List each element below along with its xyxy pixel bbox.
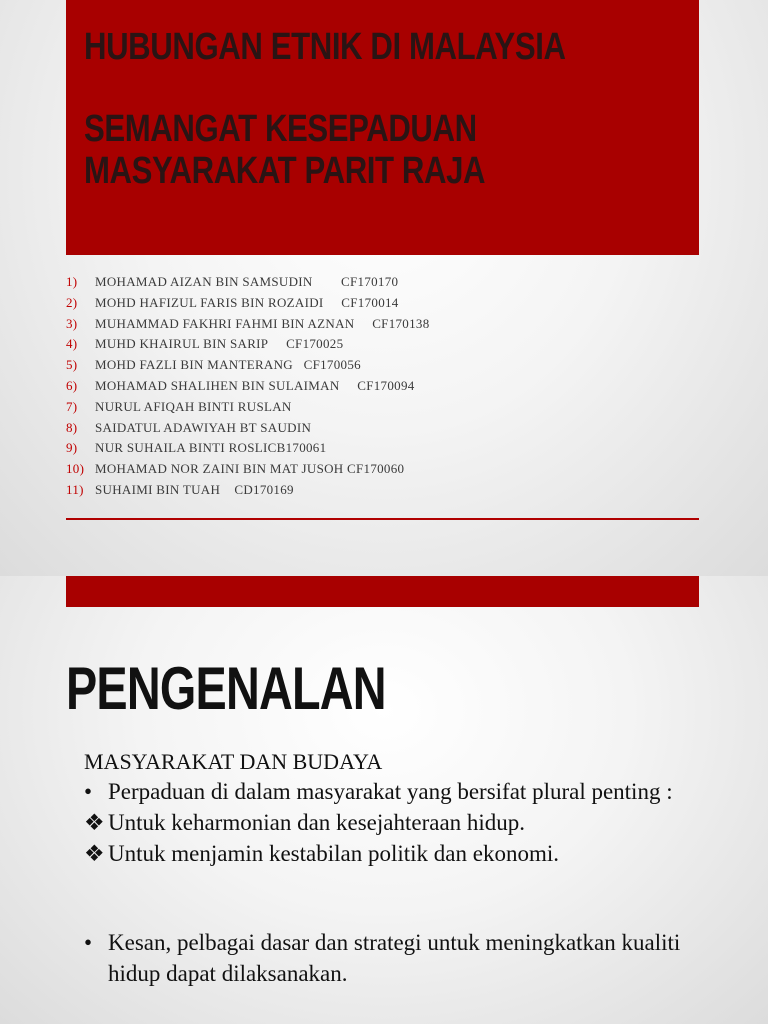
list-number: 9) bbox=[66, 440, 78, 456]
member-list bbox=[66, 272, 430, 501]
bullet-text: Perpaduan di dalam masyarakat yang bersifat plural penting : bbox=[108, 779, 673, 804]
slide-body bbox=[84, 748, 694, 989]
diamond-bullet-icon: ❖ bbox=[84, 841, 105, 866]
sub-bullet-text: Untuk menjamin kestabilan politik dan ekonomi. bbox=[108, 841, 559, 866]
red-divider bbox=[66, 518, 699, 520]
sub-bullet-text: Untuk keharmonian dan kesejahteraan hidup. bbox=[108, 810, 526, 835]
section-heading: PENGENALAN bbox=[66, 655, 386, 722]
list-number: 6) bbox=[66, 377, 78, 393]
bullet-icon: • bbox=[84, 779, 93, 804]
intro-slide bbox=[0, 576, 768, 1024]
title-line-sub-2: MASYARAKAT PARIT RAJA bbox=[84, 150, 486, 192]
list-item bbox=[66, 355, 430, 376]
list-item bbox=[66, 459, 430, 480]
diamond-bullet-icon: ❖ bbox=[84, 810, 105, 835]
list-number: 7) bbox=[66, 398, 78, 414]
list-item bbox=[66, 397, 430, 418]
top-red-band bbox=[66, 576, 699, 607]
member-entry: SAIDATUL ADAWIYAH BT SAUDIN bbox=[95, 419, 312, 435]
member-entry: NUR SUHAILA BINTI ROSLICB170061 bbox=[95, 440, 327, 456]
list-item bbox=[66, 334, 430, 355]
member-entry: NURUL AFIQAH BINTI RUSLAN bbox=[95, 398, 292, 414]
subheading: MASYARAKAT DAN BUDAYA bbox=[84, 749, 383, 774]
list-number: 5) bbox=[66, 357, 78, 373]
member-entry: SUHAIMI BIN TUAH CD170169 bbox=[95, 481, 294, 497]
member-entry: MUHD KHAIRUL BIN SARIP CF170025 bbox=[95, 336, 344, 352]
list-item bbox=[66, 293, 430, 314]
list-number: 3) bbox=[66, 315, 78, 331]
bullet-item bbox=[84, 927, 694, 989]
list-item bbox=[66, 438, 430, 459]
list-item bbox=[66, 272, 430, 293]
sub-bullet-item bbox=[84, 838, 694, 869]
list-item bbox=[66, 376, 430, 397]
list-number: 8) bbox=[66, 419, 78, 435]
member-entry: MOHAMAD NOR ZAINI BIN MAT JUSOH CF170060 bbox=[95, 461, 405, 477]
list-number: 2) bbox=[66, 294, 78, 310]
member-entry: MOHD FAZLI BIN MANTERANG CF170056 bbox=[95, 357, 361, 373]
list-number: 1) bbox=[66, 274, 78, 289]
slide-title bbox=[84, 26, 684, 192]
bullet-item bbox=[84, 776, 694, 807]
bullet-text: Kesan, pelbagai dasar dan strategi untuk meningkatkan kualiti hidup dapat dilaksanakan. bbox=[108, 930, 681, 986]
list-number: 11) bbox=[66, 481, 84, 497]
bullet-icon: • bbox=[84, 930, 93, 955]
member-entry: MOHAMAD SHALIHEN BIN SULAIMAN CF170094 bbox=[95, 377, 415, 393]
title-line-sub-1: SEMANGAT KESEPADUAN bbox=[84, 108, 477, 150]
list-item bbox=[66, 480, 430, 501]
list-number: 10) bbox=[66, 461, 85, 477]
title-line-main: HUBUNGAN ETNIK DI MALAYSIA bbox=[84, 26, 566, 68]
list-item bbox=[66, 418, 430, 439]
list-number: 4) bbox=[66, 336, 78, 352]
list-item bbox=[66, 314, 430, 335]
member-entry: MOHAMAD AIZAN BIN SAMSUDIN CF170170 bbox=[95, 274, 399, 289]
sub-bullet-item bbox=[84, 807, 694, 838]
member-entry: MUHAMMAD FAKHRI FAHMI BIN AZNAN CF170138 bbox=[95, 315, 430, 331]
member-entry: MOHD HAFIZUL FARIS BIN ROZAIDI CF170014 bbox=[95, 294, 399, 310]
